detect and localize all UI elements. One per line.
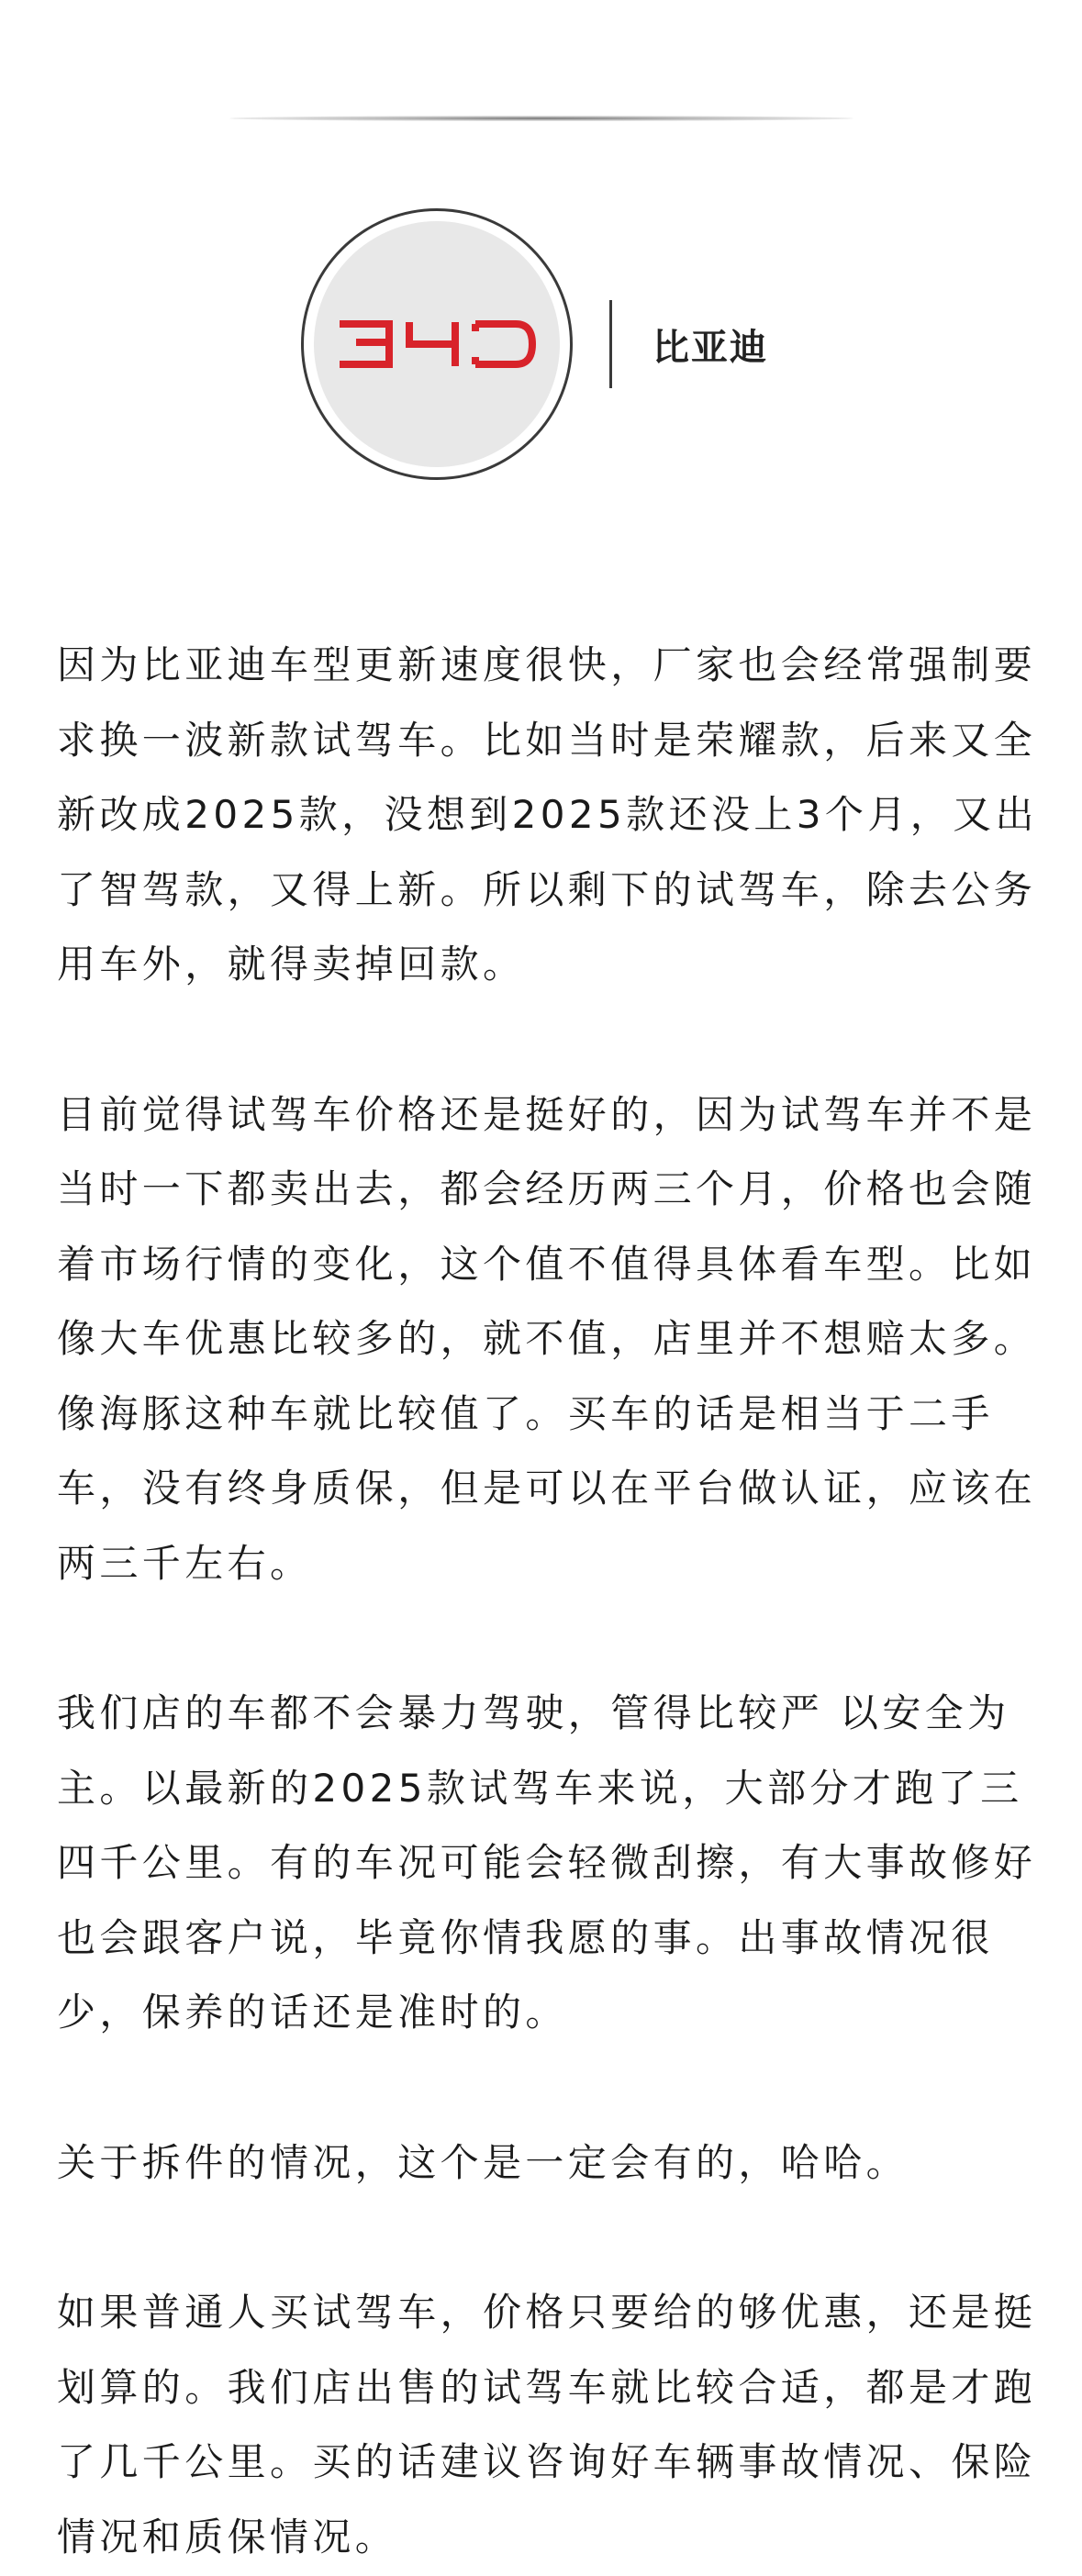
article-body: [57, 628, 1039, 2574]
article-paragraph: 目前觉得试驾车价格还是挺好的，因为试驾车并不是当时一下都卖出去，都会经历两三个月，价格也会随着市场行情的变化，这个值不值得具体看车型。比如像大车优惠比较多的，就不值，店里并不想赔太多。像海豚这种车就比较值了。买车的话是相当于二手车，没有终身质保，但是可以在平台做认证，应该在两三千左右。: [57, 1091, 1037, 1586]
brand-name: 比亚迪: [653, 326, 768, 369]
brand-header: [301, 206, 768, 482]
brand-logo: [301, 208, 573, 480]
brand-divider: [609, 300, 612, 388]
byd-logo-icon: [336, 318, 538, 370]
article-paragraph: 关于拆件的情况，这个是一定会有的，哈哈。: [57, 2139, 909, 2185]
article-paragraph: 因为比亚迪车型更新速度很快，厂家也会经常强制要求换一波新款试驾车。比如当时是荣耀款，后来又全新改成2025款，没想到2025款还没上3个月，又出了智驾款，又得上新。所以剩下的试驾车，除去公务用车外，就得卖掉回款。: [57, 642, 1038, 987]
top-divider-line: [229, 116, 853, 121]
article-paragraph: 我们店的车都不会暴力驾驶，管得比较严 以安全为主。以最新的2025款试驾车来说，大部分才跑了三四千公里。有的车况可能会轻微刮擦，有大事故修好也会跟客户说，毕竟你情我愿的事。出事故情况很少，保养的话还是准时的。: [57, 1690, 1037, 2035]
brand-logo-inner: [314, 221, 560, 467]
article-paragraph: 如果普通人买试驾车，价格只要给的够优惠，还是挺划算的。我们店出售的试驾车就比较合适，都是才跑了几千公里。买的话建议咨询好车辆事故情况、保险情况和质保情况。: [57, 2290, 1037, 2559]
